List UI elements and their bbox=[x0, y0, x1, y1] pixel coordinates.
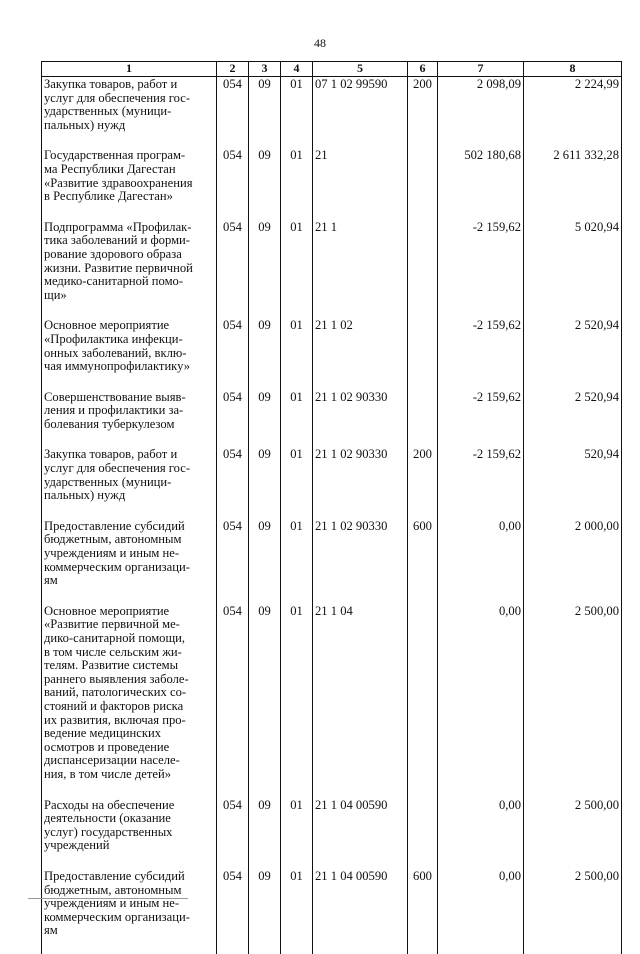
row-name-cell bbox=[42, 318, 217, 389]
row-name-cell bbox=[42, 869, 217, 954]
ministry-code-cell: 054 bbox=[217, 390, 249, 448]
expense-type-cell bbox=[408, 390, 438, 448]
expense-type-cell: 600 bbox=[408, 519, 438, 604]
column-header-1: 1 bbox=[42, 62, 217, 77]
row-name: Предоставление субсидий бюджетным, автономным учреждениям и иным не- коммерческим организаци- ям bbox=[44, 868, 190, 938]
column-header-6: 6 bbox=[408, 62, 438, 77]
ministry-code-cell: 054 bbox=[217, 318, 249, 389]
target-article-cell: 21 1 02 90330 bbox=[313, 519, 408, 604]
column-header-8: 8 bbox=[524, 62, 622, 77]
table-row bbox=[42, 77, 622, 149]
table-row bbox=[42, 318, 622, 389]
section-code-cell: 09 bbox=[249, 220, 281, 319]
target-article-cell: 07 1 02 99590 bbox=[313, 77, 408, 149]
subsection-code-cell: 01 bbox=[281, 869, 313, 954]
subsection-code-cell: 01 bbox=[281, 77, 313, 149]
column-header-3: 3 bbox=[249, 62, 281, 77]
amount-change-cell: 0,00 bbox=[438, 798, 524, 869]
table-body bbox=[42, 77, 622, 954]
amount-change-cell: -2 159,62 bbox=[438, 318, 524, 389]
amount-total-cell: 2 500,00 bbox=[524, 604, 622, 798]
expense-type-cell bbox=[408, 318, 438, 389]
row-name-cell bbox=[42, 519, 217, 604]
amount-change-cell: 2 098,09 bbox=[438, 77, 524, 149]
ministry-code-cell: 054 bbox=[217, 220, 249, 319]
amount-total-cell: 2 520,94 bbox=[524, 390, 622, 448]
row-name: Расходы на обеспечение деятельности (оказание услуг) государственных учреждений bbox=[44, 797, 175, 853]
amount-change-cell: 502 180,68 bbox=[438, 148, 524, 219]
amount-change-cell: -2 159,62 bbox=[438, 220, 524, 319]
section-code-cell: 09 bbox=[249, 798, 281, 869]
target-article-cell: 21 1 02 bbox=[313, 318, 408, 389]
table-row bbox=[42, 604, 622, 798]
page-number: 48 bbox=[314, 36, 326, 50]
row-name: Закупка товаров, работ и услуг для обеспечения гос- ударственных (муници- пальных) нужд bbox=[44, 447, 191, 503]
amount-change-cell: -2 159,62 bbox=[438, 447, 524, 518]
row-name: Подпрограмма «Профилак- тика заболеваний и форми- рование здорового образа жизни. Развитие первичной медико-санитарной помо- щи» bbox=[44, 219, 193, 302]
ministry-code-cell: 054 bbox=[217, 77, 249, 149]
table-row bbox=[42, 447, 622, 518]
expense-type-cell: 600 bbox=[408, 869, 438, 954]
subsection-code-cell: 01 bbox=[281, 798, 313, 869]
amount-total-cell: 2 000,00 bbox=[524, 519, 622, 604]
subsection-code-cell: 01 bbox=[281, 390, 313, 448]
section-code-cell: 09 bbox=[249, 869, 281, 954]
target-article-cell: 21 1 04 00590 bbox=[313, 869, 408, 954]
section-code-cell: 09 bbox=[249, 390, 281, 448]
section-code-cell: 09 bbox=[249, 519, 281, 604]
table-row bbox=[42, 390, 622, 448]
amount-total-cell: 5 020,94 bbox=[524, 220, 622, 319]
expense-type-cell bbox=[408, 604, 438, 798]
row-name: Закупка товаров, работ и услуг для обеспечения гос- ударственных (муници- пальных) нужд bbox=[44, 77, 191, 132]
section-code-cell: 09 bbox=[249, 604, 281, 798]
amount-total-cell: 2 520,94 bbox=[524, 318, 622, 389]
subsection-code-cell: 01 bbox=[281, 220, 313, 319]
section-code-cell: 09 bbox=[249, 148, 281, 219]
amount-total-cell: 2 224,99 bbox=[524, 77, 622, 149]
row-name-cell bbox=[42, 447, 217, 518]
amount-change-cell: -2 159,62 bbox=[438, 390, 524, 448]
target-article-cell: 21 bbox=[313, 148, 408, 219]
row-name: Основное мероприятие «Развитие первичной ме- дико-санитарной помощи, в том числе сельским жи- телям. Развитие системы раннего выявления заболе- ваний, патологических со- стояний и факторов риска их развития, включая про- ведение медицинских осмотров и проведение диспансеризации населе- ния, в том числе детей» bbox=[44, 603, 189, 781]
expense-type-cell bbox=[408, 220, 438, 319]
amount-change-cell: 0,00 bbox=[438, 519, 524, 604]
amount-total-cell: 520,94 bbox=[524, 447, 622, 518]
row-name: Основное мероприятие «Профилактика инфекци- онных заболеваний, вклю- чая иммунопрофилактику» bbox=[44, 318, 191, 374]
row-name-cell bbox=[42, 798, 217, 869]
row-name-cell bbox=[42, 220, 217, 319]
row-name-cell bbox=[42, 77, 217, 149]
expense-type-cell bbox=[408, 148, 438, 219]
row-name-cell bbox=[42, 148, 217, 219]
target-article-cell: 21 1 04 00590 bbox=[313, 798, 408, 869]
row-name: Государственная програм- ма Республики Дагестан «Развитие здравоохранения в Республике Дагестан» bbox=[44, 148, 193, 204]
amount-total-cell: 2 500,00 bbox=[524, 869, 622, 954]
expense-type-cell: 200 bbox=[408, 447, 438, 518]
row-name: Предоставление субсидий бюджетным, автономным учреждениям и иным не- коммерческим организаци- ям bbox=[44, 518, 190, 588]
expense-type-cell: 200 bbox=[408, 77, 438, 149]
ministry-code-cell: 054 bbox=[217, 869, 249, 954]
section-code-cell: 09 bbox=[249, 77, 281, 149]
subsection-code-cell: 01 bbox=[281, 318, 313, 389]
ministry-code-cell: 054 bbox=[217, 519, 249, 604]
amount-change-cell: 0,00 bbox=[438, 869, 524, 954]
section-code-cell: 09 bbox=[249, 447, 281, 518]
expense-type-cell bbox=[408, 798, 438, 869]
subsection-code-cell: 01 bbox=[281, 148, 313, 219]
ministry-code-cell: 054 bbox=[217, 604, 249, 798]
footer-divider bbox=[28, 898, 188, 899]
row-name-cell bbox=[42, 604, 217, 798]
table-row bbox=[42, 869, 622, 954]
subsection-code-cell: 01 bbox=[281, 447, 313, 518]
subsection-code-cell: 01 bbox=[281, 604, 313, 798]
table-row bbox=[42, 519, 622, 604]
column-header-7: 7 bbox=[438, 62, 524, 77]
target-article-cell: 21 1 bbox=[313, 220, 408, 319]
column-header-2: 2 bbox=[217, 62, 249, 77]
row-name: Совершенствование выяв- ления и профилактики за- болевания туберкулезом bbox=[44, 389, 186, 431]
subsection-code-cell: 01 bbox=[281, 519, 313, 604]
header-row bbox=[42, 62, 622, 77]
budget-table bbox=[41, 61, 622, 954]
ministry-code-cell: 054 bbox=[217, 798, 249, 869]
target-article-cell: 21 1 02 90330 bbox=[313, 447, 408, 518]
amount-change-cell: 0,00 bbox=[438, 604, 524, 798]
column-header-5: 5 bbox=[313, 62, 408, 77]
table-row bbox=[42, 220, 622, 319]
section-code-cell: 09 bbox=[249, 318, 281, 389]
row-name-cell bbox=[42, 390, 217, 448]
ministry-code-cell: 054 bbox=[217, 148, 249, 219]
target-article-cell: 21 1 04 bbox=[313, 604, 408, 798]
table-row bbox=[42, 798, 622, 869]
amount-total-cell: 2 611 332,28 bbox=[524, 148, 622, 219]
table-row bbox=[42, 148, 622, 219]
amount-total-cell: 2 500,00 bbox=[524, 798, 622, 869]
column-header-4: 4 bbox=[281, 62, 313, 77]
target-article-cell: 21 1 02 90330 bbox=[313, 390, 408, 448]
ministry-code-cell: 054 bbox=[217, 447, 249, 518]
